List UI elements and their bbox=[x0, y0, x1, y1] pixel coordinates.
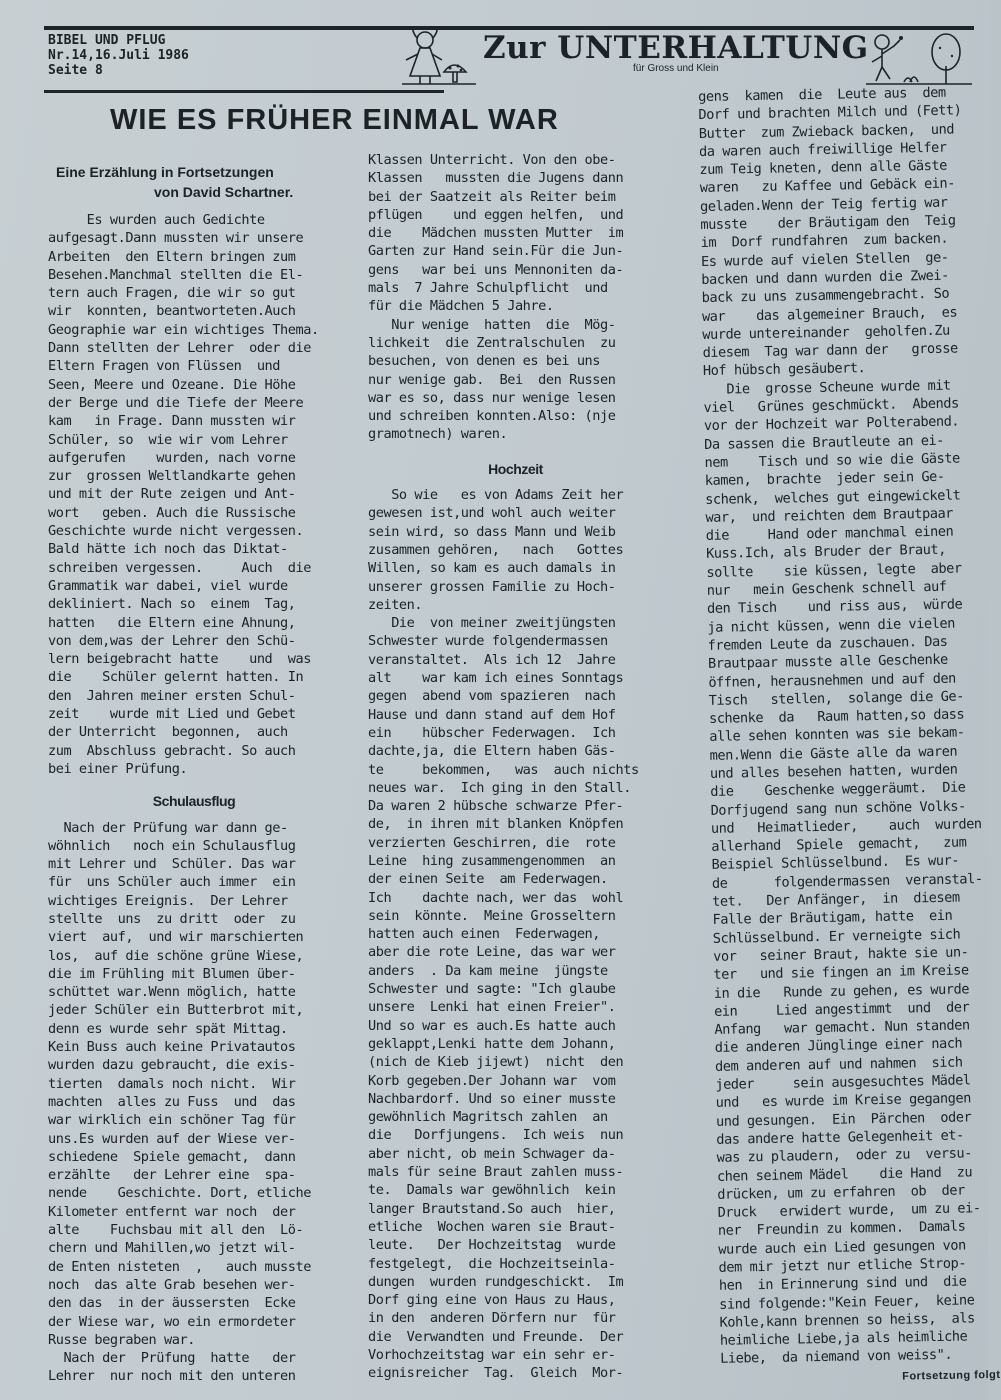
continued-note: Fortsetzung folgt bbox=[902, 1368, 1001, 1383]
article-subtitle-block bbox=[56, 162, 293, 202]
paragraph-lines: Klassen Unterricht. Von den obe- Klassen mussten die Jugens dann bei der Saatzeit als Reiter beim pflügen und eggen helfen, und die Mädchen mussten Mutter im Garten zur Hand sein.Für die Jun- gens war bei uns Mennoniten da- mals 7 Jahre Schulpflicht und für die Mädchen 5 Jahre. Nur wenige hatten die Mög- lichkeit die Zentralschulen zu besuchen, von denen es bei uns nur wenige gab. Bei den Russen war es so, dass nur wenige lesen und schreiben konnten.Also: (nje gramotnech) waren. bbox=[368, 152, 624, 443]
page-number: Seite 8 bbox=[48, 63, 103, 78]
paragraph-lines: So wie es von Adams Zeit her gewesen ist,und wohl auch weiter sein wird, so dass Mann und Weib zusammen gehören, nach Gottes Willen, so kam es auch damals in unserer grossen Familie zu Hoch- zeiten. Die von meiner zweitjüngsten Schwester wurde folgendermassen veranstaltet. Als ich 12 Jahre alt war kam ich eines Sonntags gegen abend vom spazieren nach Hause und dann stand auf dem Hof ein hübscher Federwagen. Ich dachte,ja, die Eltern haben Gäs- te bekommen, was auch nichts neues war. Ich ging in den Stall. Da waren 2 hübsche schwarze Pfer- de, in ihren mit blanken Knöpfen verzierten Geschirren, die rote Leine hing zusammengenommen an der einen Seite am Federwagen. Ich dachte nach, wer das wohl sein könnte. Meine Grosseltern hatten auch einen Federwagen, aber die rote Leine, das war wer anders . Da kam meine jüngste Schwester und sagte: "Ich glaube unsere Lenki hat einen Freier". Und so war es auch.Es hatte auch geklappt,Lenki hatte dem Johann, (nich de Kieb jijewt) nicht den Korb gegeben.Der Johann war vom Nachbardorf. Und so einer musste gewöhnlich Magritsch zahlen an die Dorfjungens. Ich weis nun aber nicht, ob mein Schwager da- mals für seine Braut zahlen muss- te. Damals war gewöhnlich kein langer Brautstand.So auch hier, etliche Wochen waren sie Braut- leute. Der Hochzeitstag wurde festgelegt, die Hochzeitseinla- dungen wurden rundgeschickt. Im Dorf ging eine von Haus zu Haus, in den anderen Dörfern nur für die Verwandten und Freunde. Der Vorhochzeitstag war ein sehr er- eignisreicher Tag. Gleich Mor- bbox=[368, 487, 639, 1382]
section-subtitle: für Gross und Klein bbox=[633, 63, 719, 74]
text-column-3 bbox=[698, 83, 1001, 1389]
heading-hochzeit: Hochzeit bbox=[488, 460, 543, 477]
paragraph-lines: Es wurden auch Gedichte aufgesagt.Dann mussten wir unsere Arbeiten den Eltern bringen zum Besehen.Manchmal stellten die El- tern auch Fragen, die wir so gut wir konnten, beantworteten.Auch Geographie war ein wichtiges Thema. Dann stellten der Lehrer oder die Eltern Fragen von Flüssen und Seen, Meere und Ozeane. Die Höhe der Berge und die Tiefe der Meere kam in Frage. Dann mussten wir Schüler, so wie wir vom Lehrer aufgerufen wurden, nach vorne zur grossen Weltlandkarte gehen und mit der Rute zeigen und Ant- wort geben. Auch die Russische Geschichte wurde nicht vergessen. Bald hätte ich noch das Diktat- schreiben vergessen. Auch die Grammatik war dabei, viel wurde dekliniert. Nach so einem Tag, hatten die Eltern eine Ahnung, von dem,was der Lehrer den Schü- lern beigebracht hatte und was die Schüler gelernt hatten. In den Jahren meiner ersten Schul- zeit wurde mit Lied und Gebet der Unterricht begonnen, auch zum Abschluss gebracht. So auch bei einer Prüfung. bbox=[48, 212, 319, 777]
issue-date: Nr.14,16.Juli 1986 bbox=[48, 48, 189, 63]
girl-with-mushroom-illustration bbox=[398, 28, 478, 86]
text-column-2 bbox=[368, 151, 663, 1383]
masthead-info bbox=[48, 33, 189, 78]
heading-schulausflug: Schulausflug bbox=[152, 793, 236, 810]
text-column-1 bbox=[48, 211, 340, 1386]
section-title: Zur UNTERHALTUNG bbox=[483, 30, 869, 66]
article-title: WIE ES FRÜHER EINMAL WAR bbox=[110, 104, 559, 136]
paragraph-lines: gens kamen die Leute aus dem Dorf und brachten Milch und (Fett) Butter zum Zwieback backen, und da waren auch freiwillige Helfer zum Teig kneten, denn alle Gäste waren zu Kaffee und Gebäck ein- geladen.Wenn der Teig fertig war musste der Bräutigam den Teig im Dorf rundfahren zum backen. Es wurde auf vielen Stellen ge- backen und dann wurden die Zwei- back zu uns zusammengebracht. So war das algemeiner Brauch, es wurde untereinander geholfen.Zu diesem Tag war dann der grosse Hof hübsch gesäubert. Die grosse Scheune wurde mit viel Grünes geschmückt. Abends vor der Hochzeit war Polterabend. Da sassen die Brautleute an ei- nem Tisch und so wie die Gäste kamen, brachte jeder sein Ge- schenk, welches gut eingewickelt war, und reichten dem Brautpaar die Hand oder manchmal einen Kuss.Ich, als Bruder der Braut, sollte sie küssen, legte aber nur mein Geschenk schnell auf den Tisch und riss aus, würde ja nicht küssen, wenn die vielen fremden Leute da zuschauen. Das Brautpaar musste alle Geschenke öffnen, herausnehmen und auf den Tisch stellen, solange die Ge- schenke da Raum hatten,so dass alle sehen konnten was sie bekam- men.Wenn die Gäste alle da waren und alles besehen hatten, wurden die Geschenke weggeräumt. Die Dorfjugend sang nun schöne Volks- und Heimatlieder, auch wurden allerhand Spiele gemacht, zum Beispiel Schlüsselbund. Es wur- de folgendermassen veranstal- tet. Der Anfänger, in diesem Falle der Bräutigam, hatte ein Schlüsselbund. Er verneigte sich vor seiner Braut, hakte sie un- ter und sie fingen an im Kreise in die Runde zu gehen, es wurde ein Lied angestimmt und der Anfang war gemacht. Nun standen die anderen Jünglinge einer nach dem anderen auf und nahmen sich jeder sein ausgesuchtes Mädel und es wurde im Kreise gegangen und gesungen. Ein Pärchen oder das andere hatte Gelegenheit et- was zu plaudern, oder zu versu- chen seinem Mädel die Hand zu drücken, um zu erfahren ob der Druck erwidert wurde, um zu ei- ner Freundin zu kommen. Damals wurde auch ein Lied gesungen von dem mir jetzt nur etliche Strop- hen in Erinnerung sind und die sind folgende:"Kein Feuer, keine Kohle,kann brennen so heiss, als heimliche Liebe,ja als heimliche Liebe, da niemand von weiss". bbox=[698, 84, 983, 1368]
article-subtitle: Eine Erzählung in Fortsetzungen bbox=[56, 164, 274, 180]
paragraph-lines: Nach der Prüfung war dann ge- wöhnlich noch ein Schulausflug mit Lehrer und Schüler. Das war für uns Schüler auch immer ein wichtiges Ereignis. Der Lehrer stellte uns zu dritt oder zu viert auf, und wir marschierten los, auf die schöne grüne Wiese, die im Frühling mit Blumen über- schüttet war.Wenn möglich, hatte jeder Schüler ein Butterbrot mit, denn es wurde sehr spät Mittag. Kein Buss auch keine Privatautos wurden dazu gebraucht, die exis- tierten damals noch nicht. Wir machten alles zu Fuss und das war wirklich ein schöner Tag für uns.Es wurden auf der Wiese ver- schiedene Spiele gemacht, dann erzählte der Lehrer eine spa- nende Geschichte. Dort, etliche Kilometer entfernt war noch der alte Fuchsbau mit all den Lö- chern und Mahillen,wo jetzt wil- de Enten nisteten , auch musste noch das alte Grab besehen wer- den das in der äussersten Ecke der Wiese war, wo ein ermordeter Russe begraben war. Nach der Prüfung hatte der Lehrer nur noch mit den unteren bbox=[48, 819, 311, 1385]
section-title-block bbox=[483, 30, 869, 74]
article-author: von David Schartner. bbox=[154, 184, 294, 200]
boy-with-tree-illustration bbox=[864, 30, 974, 86]
publication-name: BIBEL UND PFLUG bbox=[48, 33, 166, 48]
masthead-bottom-rule bbox=[44, 90, 444, 93]
